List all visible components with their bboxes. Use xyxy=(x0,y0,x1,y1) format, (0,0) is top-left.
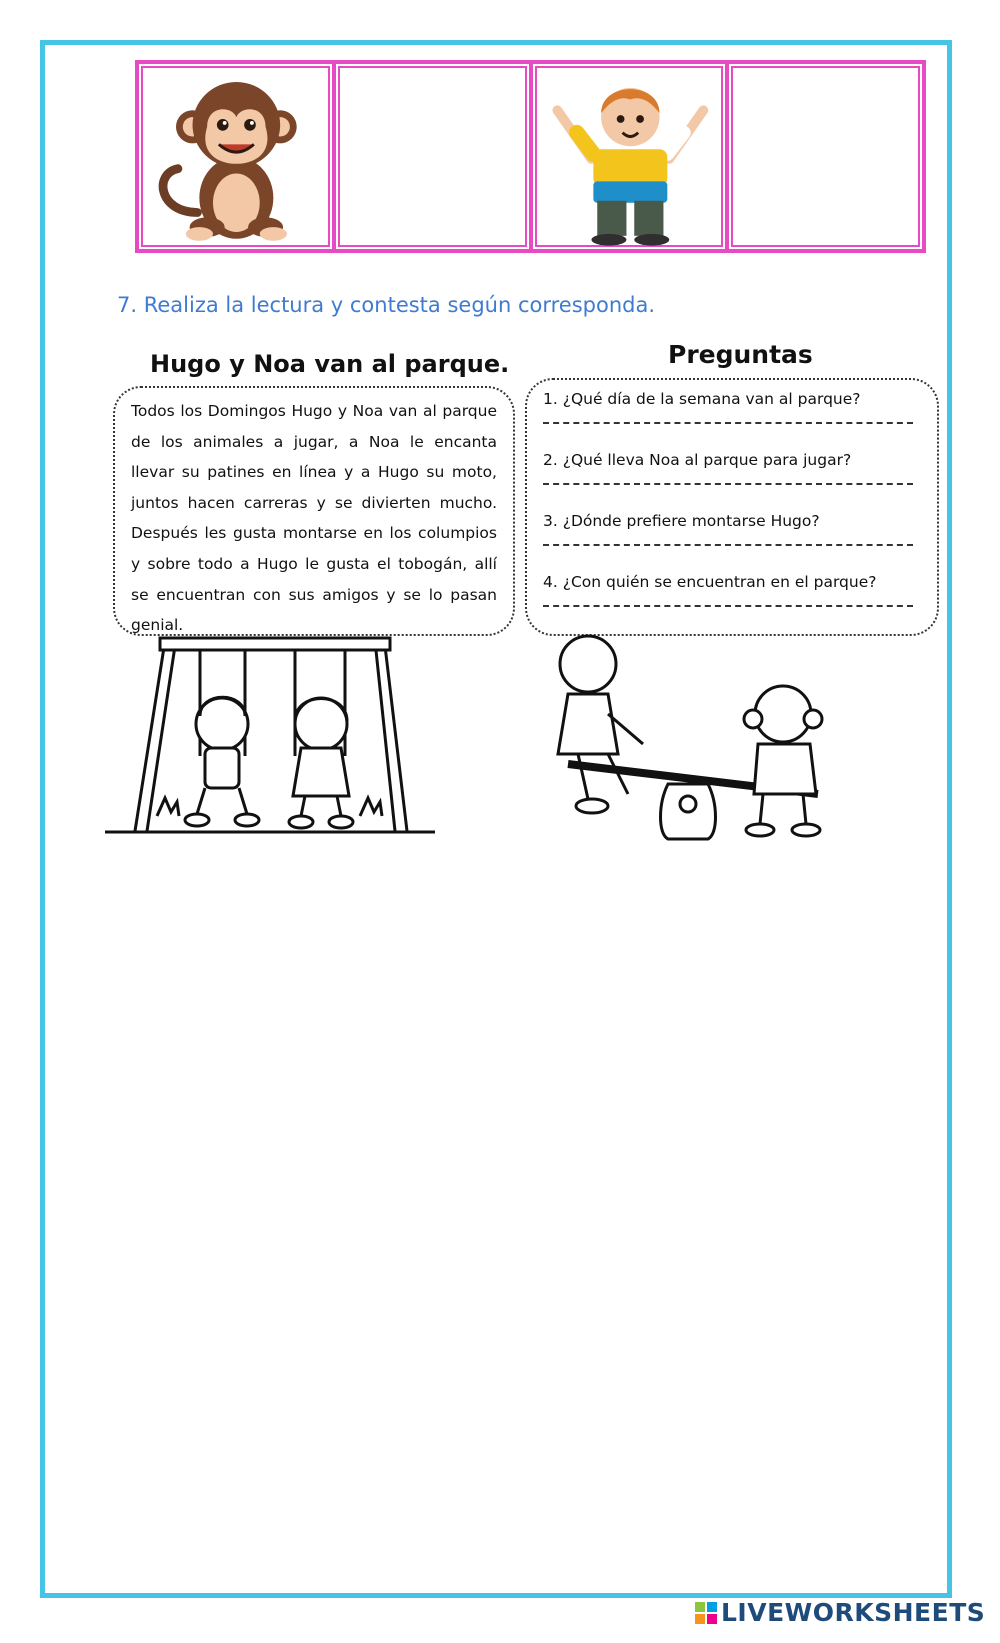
question-text: 4. ¿Con quién se encuentran en el parque? xyxy=(543,573,877,591)
cell-inner-border xyxy=(731,66,920,247)
answer-line[interactable] xyxy=(543,483,913,485)
empty-picture-cell-4[interactable] xyxy=(729,64,922,249)
question-item xyxy=(543,451,921,512)
cell-inner-border xyxy=(338,66,527,247)
logo-grid-icon xyxy=(695,1602,717,1624)
question-item xyxy=(543,573,921,634)
monkey-picture-cell xyxy=(139,64,336,249)
story-title: Hugo y Noa van al parque. xyxy=(150,350,510,378)
question-item xyxy=(543,390,921,451)
liveworksheets-logo[interactable] xyxy=(695,1598,985,1627)
story-text: Todos los Domingos Hugo y Noa van al parque de los animales a jugar, a Noa le encanta llevar su patines en línea y a Hugo su moto, juntos hacen carreras y se divierten mucho. Después les gusta montarse en los columpios y sobre todo a Hugo le gusta el tobogán, allí se encuentran con sus amigos y se lo pasan genial. xyxy=(131,402,497,635)
empty-picture-cell-2[interactable] xyxy=(336,64,533,249)
story-box xyxy=(113,386,515,636)
question-text: 1. ¿Qué día de la semana van al parque? xyxy=(543,390,861,408)
answer-line[interactable] xyxy=(543,605,913,607)
answer-line[interactable] xyxy=(543,422,913,424)
question-item xyxy=(543,512,921,573)
question-text: 3. ¿Dónde prefiere montarse Hugo? xyxy=(543,512,820,530)
questions-title: Preguntas xyxy=(668,340,813,369)
seesaw-illustration xyxy=(548,634,848,844)
instruction-text: 7. Realiza la lectura y contesta según corresponda. xyxy=(117,293,656,317)
question-text: 2. ¿Qué lleva Noa al parque para jugar? xyxy=(543,451,852,469)
answer-line[interactable] xyxy=(543,544,913,546)
questions-box xyxy=(525,378,939,636)
boy-icon xyxy=(533,64,726,249)
logo-text: LIVEWORKSHEETS xyxy=(721,1598,986,1627)
picture-row xyxy=(135,60,926,253)
monkey-icon xyxy=(139,64,332,249)
boy-picture-cell xyxy=(533,64,730,249)
swing-illustration xyxy=(105,636,435,836)
